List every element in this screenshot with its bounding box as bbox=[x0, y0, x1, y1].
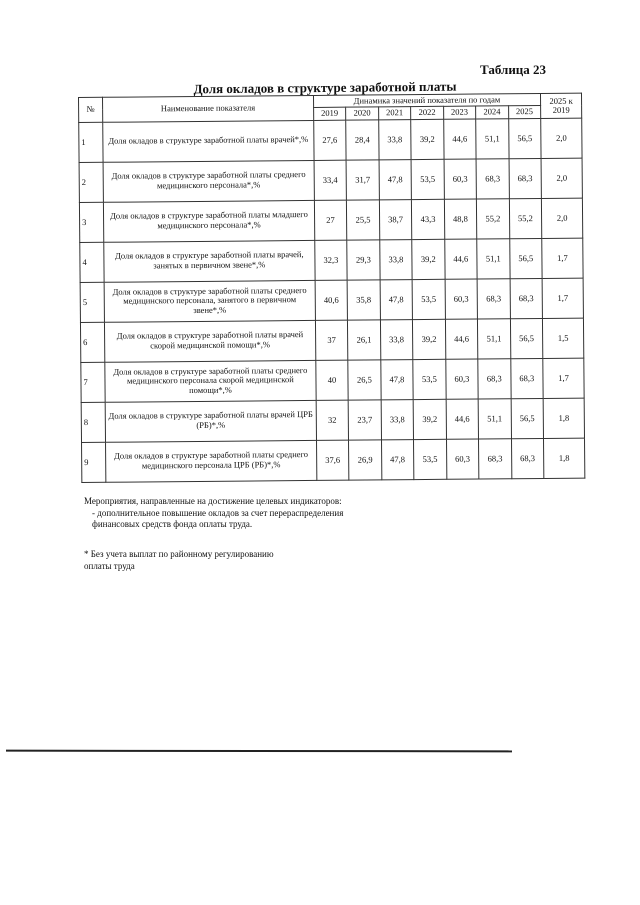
footnote-text: * Без учета выплат по районному регулированию оплаты труда bbox=[84, 549, 274, 571]
row-value: 26,9 bbox=[349, 440, 382, 480]
row-ratio: 2,0 bbox=[541, 118, 582, 158]
measures-heading: Мероприятия, направленные на достижение целевых индикаторов: bbox=[84, 496, 342, 506]
row-name: Доля окладов в структуре заработной платы младшего медицинского персонала*,% bbox=[104, 200, 315, 242]
row-value: 51,1 bbox=[478, 318, 511, 358]
table-row bbox=[80, 318, 583, 362]
row-value: 32 bbox=[316, 400, 349, 440]
row-value: 39,2 bbox=[413, 319, 446, 359]
row-value: 60,3 bbox=[444, 159, 477, 199]
header-ratio: 2025 к 2019 bbox=[541, 93, 582, 118]
header-year: 2025 bbox=[508, 106, 541, 119]
row-name: Доля окладов в структуре заработной платы врачей, занятых в первичном звене*,% bbox=[104, 240, 315, 282]
row-name: Доля окладов в структуре заработной платы среднего медицинского персонала скорой медицинской помощи*,% bbox=[105, 360, 316, 402]
row-value: 26,5 bbox=[348, 360, 381, 400]
row-value: 28,4 bbox=[346, 120, 379, 160]
row-value: 51,1 bbox=[477, 238, 510, 278]
table-row bbox=[79, 198, 582, 242]
table-row bbox=[81, 358, 584, 402]
row-value: 68,3 bbox=[510, 278, 543, 318]
table-title: Доля окладов в структуре заработной платы bbox=[193, 78, 457, 97]
row-value: 68,3 bbox=[509, 158, 542, 198]
row-value: 23,7 bbox=[348, 400, 381, 440]
row-number: 1 bbox=[79, 122, 103, 162]
row-number: 6 bbox=[80, 322, 104, 362]
row-value: 38,7 bbox=[379, 199, 412, 239]
row-value: 47,8 bbox=[380, 359, 413, 399]
row-value: 39,2 bbox=[411, 119, 444, 159]
row-value: 68,3 bbox=[478, 358, 511, 398]
row-name: Доля окладов в структуре заработной платы среднего медицинского персонала*,% bbox=[103, 160, 314, 202]
header-year: 2024 bbox=[476, 106, 509, 119]
row-value: 48,8 bbox=[444, 199, 477, 239]
row-value: 60,3 bbox=[445, 359, 478, 399]
row-ratio: 1,7 bbox=[542, 238, 583, 278]
row-ratio: 2,0 bbox=[542, 198, 583, 238]
row-number: 9 bbox=[82, 442, 106, 482]
row-value: 26,1 bbox=[348, 320, 381, 360]
row-value: 33,8 bbox=[379, 239, 412, 279]
row-value: 68,3 bbox=[479, 438, 512, 478]
row-value: 68,3 bbox=[510, 358, 543, 398]
row-value: 56,5 bbox=[510, 318, 543, 358]
row-number: 4 bbox=[80, 242, 104, 282]
row-value: 40,6 bbox=[315, 280, 348, 320]
row-value: 44,6 bbox=[444, 239, 477, 279]
row-value: 43,3 bbox=[412, 199, 445, 239]
row-ratio: 1,5 bbox=[543, 318, 584, 358]
row-value: 51,1 bbox=[478, 398, 511, 438]
row-number: 2 bbox=[79, 162, 103, 202]
row-value: 47,8 bbox=[380, 279, 413, 319]
row-number: 5 bbox=[80, 282, 104, 322]
row-value: 29,3 bbox=[347, 240, 380, 280]
row-value: 47,8 bbox=[381, 439, 414, 479]
row-name: Доля окладов в структуре заработной платы врачей*,% bbox=[103, 120, 314, 162]
table-row bbox=[79, 158, 582, 202]
row-ratio: 1,8 bbox=[543, 398, 584, 438]
row-value: 55,2 bbox=[509, 198, 542, 238]
table-row bbox=[80, 278, 583, 322]
row-value: 56,5 bbox=[508, 118, 541, 158]
measures-item: - дополнительное повышение окладов за счет перераспределения финансовых средств фонда оплаты труда. bbox=[92, 507, 344, 530]
row-value: 51,1 bbox=[476, 118, 509, 158]
table-row bbox=[82, 438, 585, 482]
row-value: 60,3 bbox=[445, 279, 478, 319]
row-value: 68,3 bbox=[511, 438, 544, 478]
row-ratio: 1,8 bbox=[544, 438, 585, 478]
row-value: 37 bbox=[315, 320, 348, 360]
header-num: № bbox=[79, 97, 103, 122]
row-value: 37,6 bbox=[316, 440, 349, 480]
row-value: 33,4 bbox=[314, 160, 347, 200]
row-value: 39,2 bbox=[412, 239, 445, 279]
header-year: 2022 bbox=[411, 107, 444, 120]
table-row bbox=[81, 398, 584, 442]
row-value: 68,3 bbox=[476, 158, 509, 198]
row-value: 56,5 bbox=[509, 238, 542, 278]
row-value: 47,8 bbox=[379, 159, 412, 199]
header-year: 2023 bbox=[443, 106, 476, 119]
footnote bbox=[84, 549, 284, 572]
row-value: 35,8 bbox=[347, 280, 380, 320]
row-number: 8 bbox=[81, 402, 105, 442]
row-value: 68,3 bbox=[477, 278, 510, 318]
header-dynamics: Динамика значений показателя по годам bbox=[313, 93, 540, 107]
row-value: 53,5 bbox=[414, 439, 447, 479]
row-name: Доля окладов в структуре заработной платы среднего медицинского персонала, занятого в первичном звене*,% bbox=[104, 280, 315, 322]
row-number: 3 bbox=[79, 202, 103, 242]
row-value: 31,7 bbox=[346, 160, 379, 200]
row-number: 7 bbox=[81, 362, 105, 402]
row-name: Доля окладов в структуре заработной платы среднего медицинского персонала ЦРБ (РБ)*,% bbox=[106, 440, 317, 482]
row-value: 27,6 bbox=[313, 120, 346, 160]
row-value: 39,2 bbox=[413, 399, 446, 439]
row-ratio: 1,7 bbox=[542, 278, 583, 318]
row-value: 32,3 bbox=[314, 240, 347, 280]
header-year: 2021 bbox=[378, 107, 411, 120]
header-name: Наименование показателя bbox=[103, 95, 314, 122]
row-value: 60,3 bbox=[446, 439, 479, 479]
row-ratio: 2,0 bbox=[541, 158, 582, 198]
measures-notes bbox=[84, 496, 384, 531]
table-row bbox=[79, 118, 582, 162]
row-value: 53,5 bbox=[412, 279, 445, 319]
row-value: 44,6 bbox=[443, 119, 476, 159]
row-value: 55,2 bbox=[477, 198, 510, 238]
table-number: Таблица 23 bbox=[480, 62, 547, 77]
row-value: 40 bbox=[316, 360, 349, 400]
row-value: 25,5 bbox=[347, 200, 380, 240]
row-value: 44,6 bbox=[446, 399, 479, 439]
row-value: 56,5 bbox=[511, 398, 544, 438]
table-row bbox=[80, 238, 583, 282]
row-value: 27 bbox=[314, 200, 347, 240]
horizontal-rule bbox=[6, 750, 512, 753]
row-ratio: 1,7 bbox=[543, 358, 584, 398]
row-value: 44,6 bbox=[445, 319, 478, 359]
row-value: 53,5 bbox=[413, 359, 446, 399]
row-name: Доля окладов в структуре заработной платы врачей скорой медицинской помощи*,% bbox=[105, 320, 316, 362]
header-year: 2019 bbox=[313, 108, 346, 121]
header-year: 2020 bbox=[346, 107, 379, 120]
row-value: 33,8 bbox=[380, 319, 413, 359]
salary-share-table bbox=[78, 93, 585, 483]
row-name: Доля окладов в структуре заработной платы врачей ЦРБ (РБ)*,% bbox=[105, 400, 316, 442]
row-value: 33,8 bbox=[381, 399, 414, 439]
row-value: 33,8 bbox=[378, 119, 411, 159]
row-value: 53,5 bbox=[411, 159, 444, 199]
